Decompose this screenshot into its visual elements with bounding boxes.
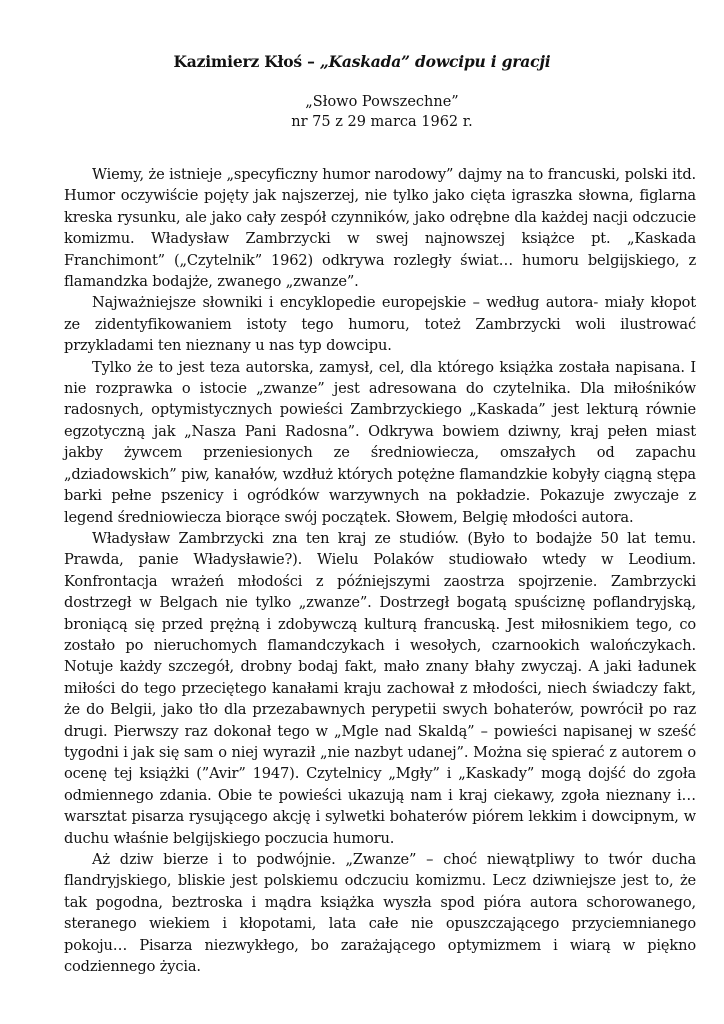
title-author: Kazimierz Kłoś – xyxy=(173,52,320,71)
paragraph: Władysław Zambrzycki zna ten kraj ze studiów. (Było to bodajże 50 lat temu. Prawda, panie Władysławie?). Wielu Polaków studiowało wtedy w Leodium. Konfrontacja wrażeń młodości z późniejszymi zaostrza spojrzenie. Zambrzycki dostrzegł w Belgach nie tylko „zwanze”. Dostrzegł bogatą spuściznę poflandryjską, broniącą się przed prężną i zdobywczą kulturą francuską. Jest miłosnikiem tego, co zostało po nieruchomych flamandczykach i wesołych, czarnookich walończykach. Notuje każdy szczegół, drobny bodaj fakt, mało znany błahy zwyczaj. A jaki ładunek miłości do tego przeciętego kanałami kraju zachował z młodości, niech świadczy fakt, że do Belgii, jako tło dla przezabawnych perypetii swych bohaterów, powrócił po raz drugi. Pierwszy raz dokonał tego w „Mgle nad Skaldą” – powieści napisanej w sześć tygodni i jak się sam o niej wyraził „nie nazbyt udanej”. Można się spierać z autorem o ocenę tej książki (”Avir” 1947). Czytelnicy „Mgły” i „Kaskady” mogą dojść do zgoła odmiennego zdania. Obie te powieści ukazują nam i kraj ciekawy, zgoła nieznany i… warsztat pisarza rysującego akcję i sylwetki bohaterów piórem lekkim i dowcipnym, w duchu właśnie belgijskiego poczucia humoru. xyxy=(64,529,696,847)
source-issue: nr 75 z 29 marca 1962 r. xyxy=(291,114,473,130)
source-newspaper: „Słowo Powszechne” xyxy=(305,94,459,110)
paragraph: Najważniejsze słowniki i encyklopedie europejskie – według autora- miały kłopot ze zidentyfikowaniem istoty tego humoru, toteż Zambrzycki woli ilustrować przykladami ten nieznany u nas typ dowcipu. xyxy=(64,294,696,355)
source-block xyxy=(0,92,724,132)
paragraph: Wiemy, że istnieje „specyficzny humor narodowy” dajmy na to francuski, polski itd. Humor oczywiście pojęty jak najszerzej, nie tylko jako cięta igraszka słowna, figlarna kreska rysunku, ale jako cały zespół czynników, jako odrębne dla każdej nacji odczucie komizmu. Władysław Zambrzycki w swej najnowszej książce pt. „Kaskada Franchimont” („Czytelnik” 1962) odkrywa rozległy świat… humoru belgijskiego, z flamandzka bodajże, zwanego „zwanze”. xyxy=(64,166,696,291)
paragraph: Tylko że to jest teza autorska, zamysł, cel, dla którego książka została napisana. I nie rozprawka o istocie „zwanze” jest adresowana do czytelnika. Dla miłośników radosnych, optymistycznych powieści Zambrzyckiego „Kaskada” jest lekturą równie egzotyczną jak „Nasza Pani Radosna”. Odkrywa bowiem dziwny, kraj pełen miast jakby żywcem przeniesionych ze średniowiecza, omszałych od zapachu „dziadowskich” piw, kanałów, wzdłuż których potężne flamandzkie kobyły ciągną stępa barki pełne pszenicy i ogródków warzywnych na pokładzie. Pokazuje zwyczaje z legend średniowiecza biorące swój początek. Słowem, Belgię młodości autora. xyxy=(64,358,696,526)
article-body xyxy=(64,164,696,977)
paragraph: Aż dziw bierze i to podwójnie. „Zwanze” – choć niewątpliwy to twór ducha flandryjskiego, bliskie jest polskiemu odczuciu komizmu. Lecz dziwniejsze jest to, że tak pogodna, beztroska i mądra książka wyszła spod pióra autora schorowanego, steranego wiekiem i kłopotami, lata całe nie opuszczającego przyciemnianego pokoju… Pisarza niezwykłego, bo zarażającego optymizmem i wiarą w piękno codziennego życia. xyxy=(64,851,696,976)
article-title xyxy=(0,52,724,71)
title-work: „Kaskada” dowcipu i gracji xyxy=(319,52,551,71)
